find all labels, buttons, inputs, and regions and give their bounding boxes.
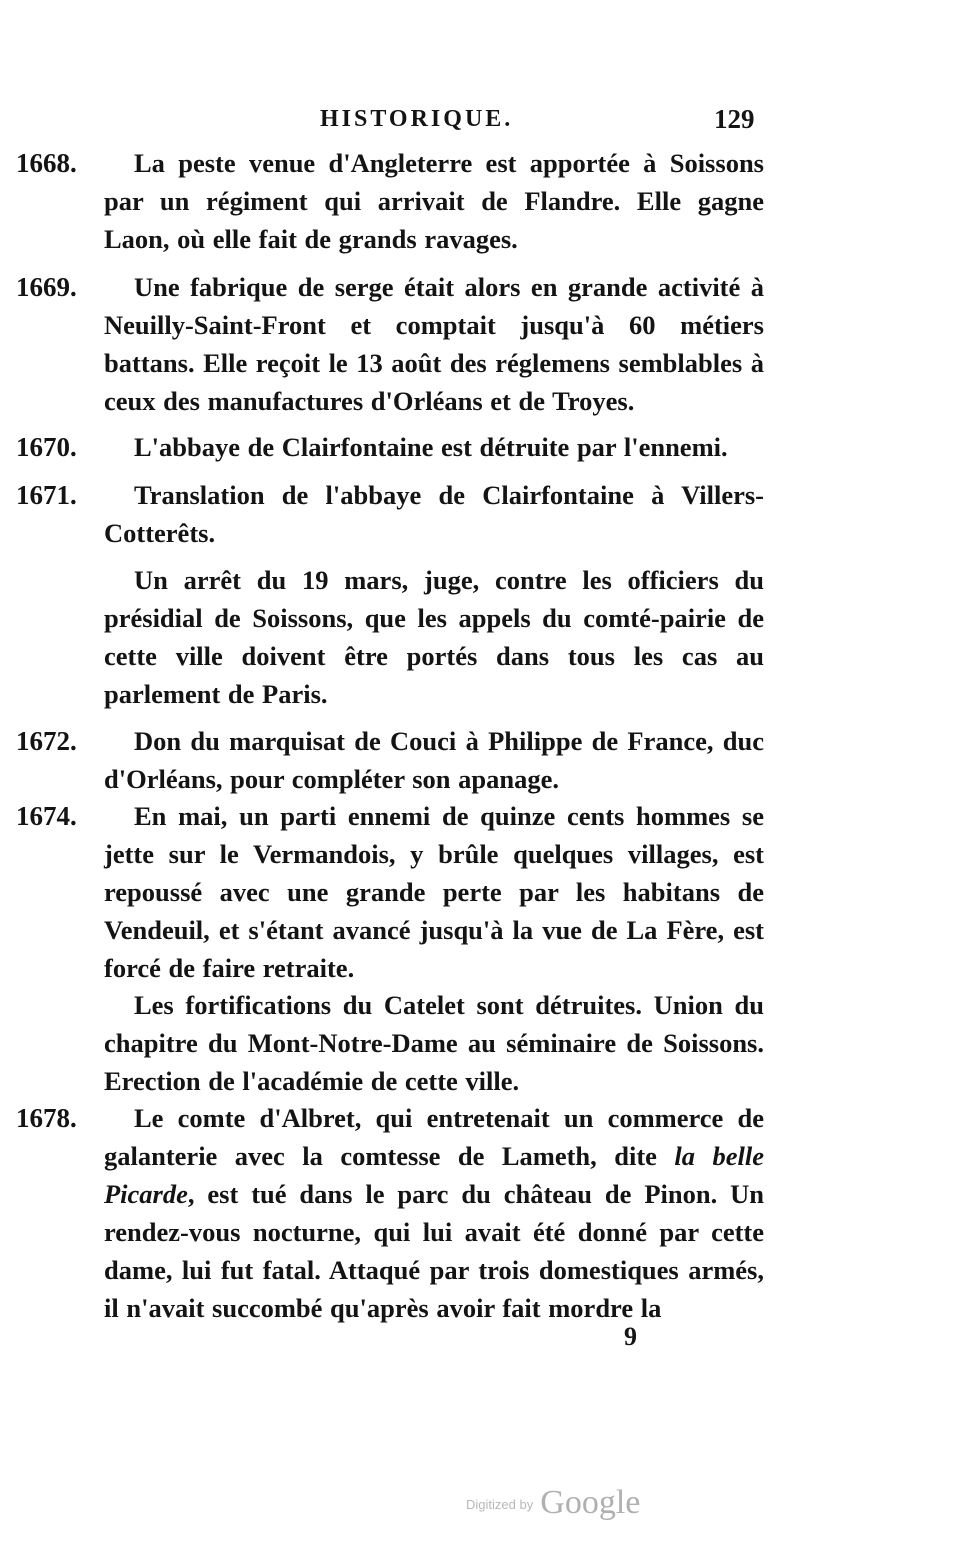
entry-text: Les fortifications du Catelet sont détruites. Union du chapitre du Mont-Notre-Dame au séminaire de Soissons. Erection de l'académie de cette ville. bbox=[104, 990, 764, 1096]
entry-year: 1674. bbox=[16, 801, 77, 831]
entry-text: Un arrêt du 19 mars, juge, contre les officiers du présidial de Soissons, que les appels du comté-pairie de cette ville doivent être portés dans tous les cas au parlement de Paris. bbox=[104, 565, 764, 709]
entry-year: 1669. bbox=[16, 272, 77, 302]
digitization-watermark bbox=[466, 1484, 640, 1522]
entry-year: 1670. bbox=[16, 432, 77, 462]
entry-year: 1672. bbox=[16, 726, 77, 756]
page-number: 129 bbox=[714, 104, 755, 134]
entry-year: 1668. bbox=[16, 148, 77, 178]
entry-text-start: Le comte d'Albret, qui entretenait un commerce de galanterie avec la comtesse de Lameth, dite bbox=[104, 1103, 764, 1171]
entry-text bbox=[104, 1099, 764, 1327]
signature-mark: 9 bbox=[624, 1322, 637, 1351]
google-wordmark: Google bbox=[540, 1484, 641, 1521]
digitized-by-label: Digitized by bbox=[466, 1497, 534, 1512]
entry-year: 1671. bbox=[16, 480, 77, 510]
page-header bbox=[0, 104, 965, 140]
entry-text: La peste venue d'Angleterre est apportée à Soissons par un régiment qui arrivait de Flandre. Elle gagne Laon, où elle fait de grands ravages. bbox=[104, 148, 764, 254]
entry-text: Une fabrique de serge était alors en grande activité à Neuilly-Saint-Front et comptait jusqu'à 60 métiers battans. Elle reçoit le 13 août des réglemens semblables à ceux des manufactures d'Orléans et de Troyes. bbox=[104, 272, 764, 416]
entry-text: Translation de l'abbaye de Clairfontaine à Villers-Cotterêts. bbox=[104, 480, 764, 548]
entry-text: En mai, un parti ennemi de quinze cents hommes se jette sur le Vermandois, y brûle quelques villages, est repoussé avec une grande perte par les habitans de Vendeuil, et s'étant avancé jusqu'à la vue de La Fère, est forcé de faire retraite. bbox=[104, 801, 764, 983]
entry-text-italic: la belle Picarde bbox=[104, 1141, 764, 1209]
entry-year: 1678. bbox=[16, 1103, 77, 1133]
running-head: HISTORIQUE. bbox=[320, 106, 514, 132]
entry-text-end: , est tué dans le parc du château de Pinon. Un rendez-vous nocturne, qui lui avait été donné par cette dame, lui fut fatal. Attaqué par trois domestiques armés, il n'avait succombé qu'après avoir fait mordre la bbox=[104, 1179, 764, 1323]
entry-text: Don du marquisat de Couci à Philippe de France, duc d'Orléans, pour compléter son apanage. bbox=[104, 726, 764, 794]
entry-text: L'abbaye de Clairfontaine est détruite par l'ennemi. bbox=[134, 432, 728, 462]
